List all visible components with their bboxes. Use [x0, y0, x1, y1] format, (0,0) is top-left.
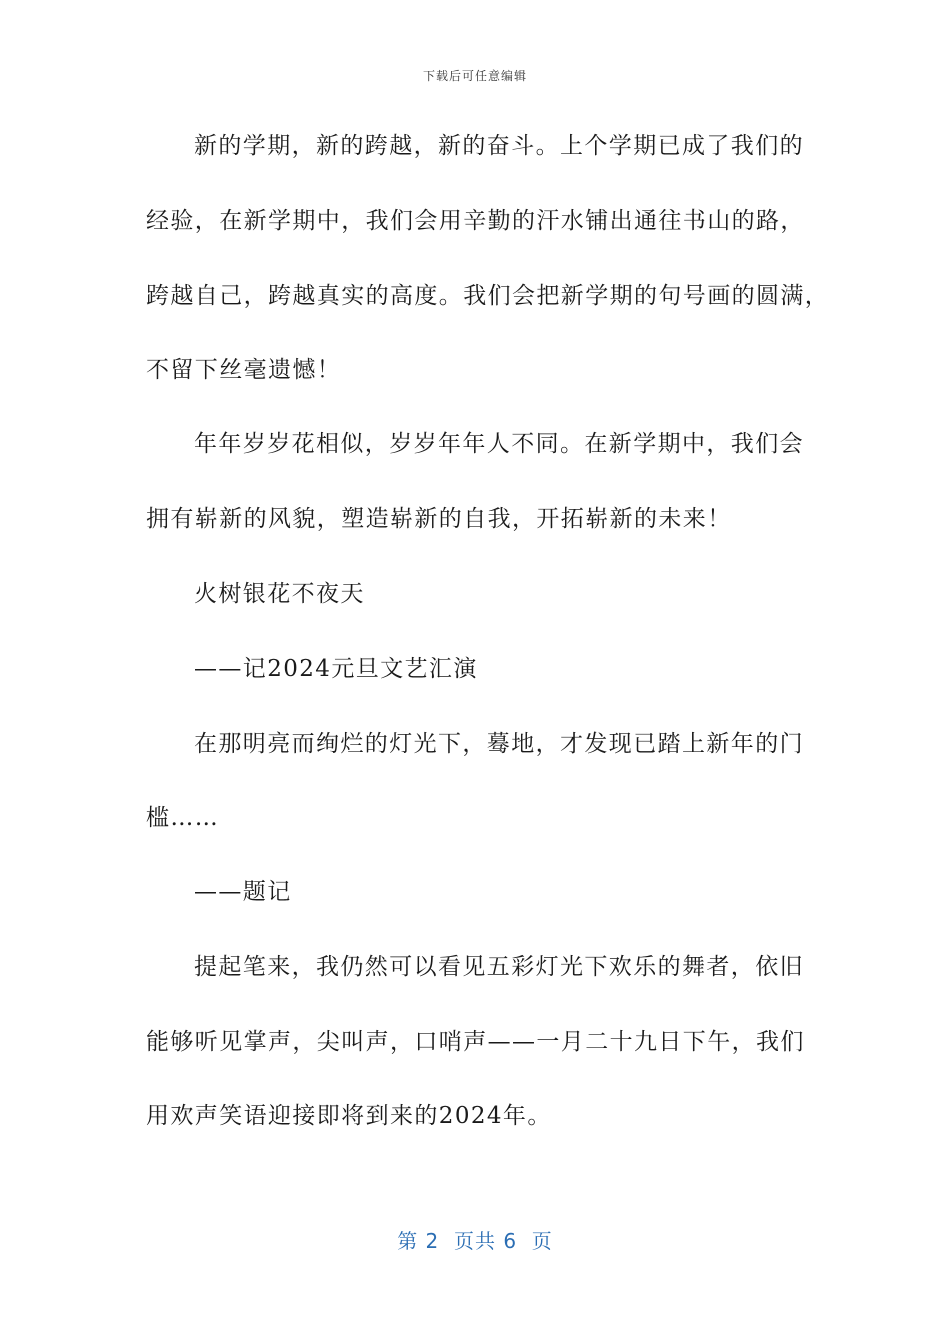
paragraph-line: 新的学期，新的跨越，新的奋斗。上个学期已成了我们的	[194, 133, 804, 159]
paragraph-line: 在那明亮而绚烂的灯光下，蓦地，才发现已踏上新年的门	[194, 731, 804, 757]
paragraph-line: 不留下丝毫遗憾！	[146, 357, 342, 383]
paragraph-line: 槛……	[146, 805, 220, 831]
paragraph-line: 能够听见掌声，尖叫声，口哨声——一月二十九日下午，我们	[146, 1029, 805, 1055]
paragraph-line: 跨越自己，跨越真实的高度。我们会把新学期的句号画的圆满，	[146, 283, 830, 309]
paragraph-line: 拥有崭新的风貌，塑造崭新的自我，开拓崭新的未来！	[146, 506, 732, 532]
paragraph-line: 用欢声笑语迎接即将到来的2024年。	[146, 1103, 552, 1129]
essay-subtitle: ——记2024元旦文艺汇演	[194, 656, 478, 682]
paragraph-line: 提起笔来，我仍然可以看见五彩灯光下欢乐的舞者，依旧	[194, 954, 804, 980]
page-header: 下载后可任意编辑	[422, 69, 527, 83]
epigraph-attribution: ——题记	[194, 879, 292, 905]
page-number-footer: 第 2 页共 6 页	[397, 1229, 553, 1253]
essay-title: 火树银花不夜天	[194, 581, 365, 607]
paragraph-line: 年年岁岁花相似，岁岁年年人不同。在新学期中，我们会	[194, 431, 804, 457]
paragraph-line: 经验，在新学期中，我们会用辛勤的汗水铺出通往书山的路，	[146, 208, 805, 234]
